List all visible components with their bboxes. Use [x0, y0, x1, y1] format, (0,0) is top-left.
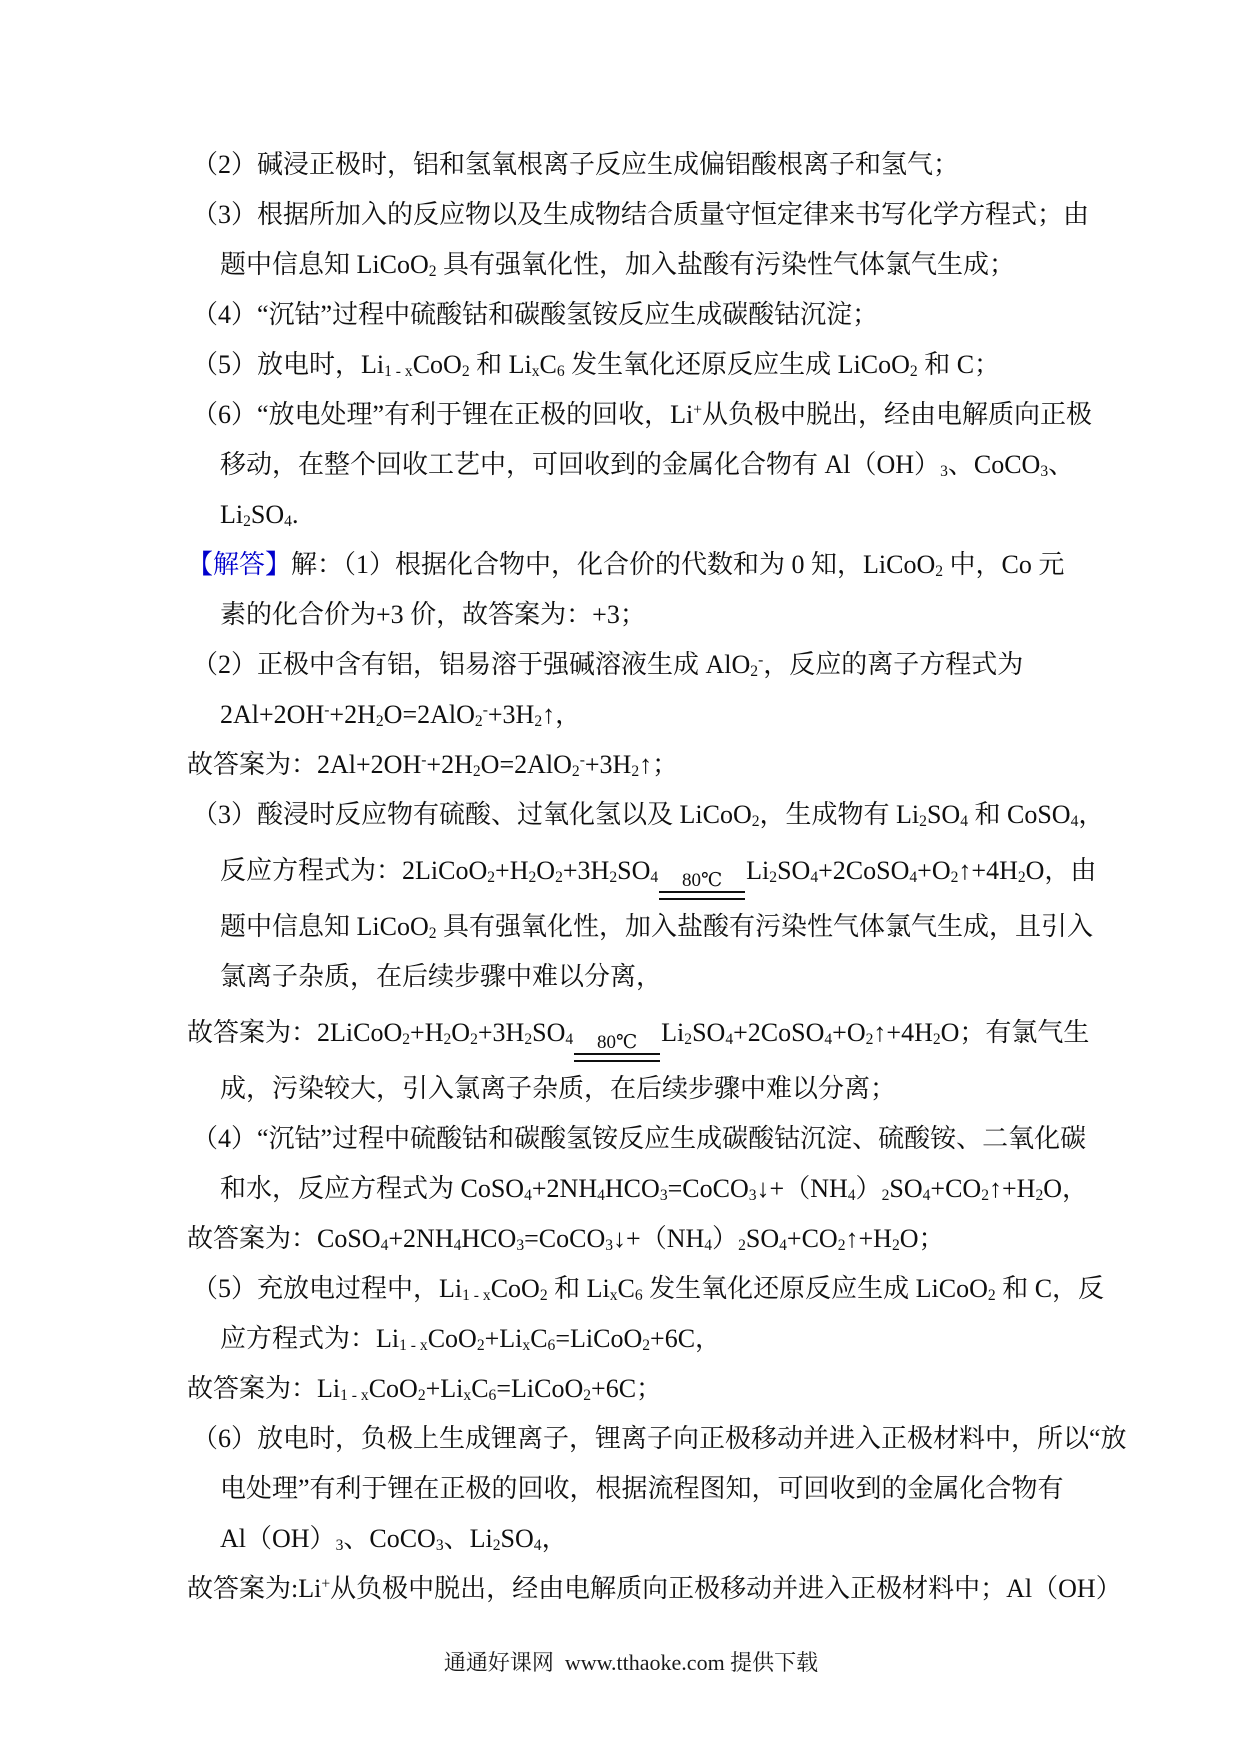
text-run: CoO [427, 1324, 477, 1353]
text-run: Al（OH） [220, 1524, 336, 1553]
footer-text: 通通好课网 www.tthaoke.com 提供下载 [443, 1650, 819, 1675]
text-run: O=2AlO [480, 750, 572, 779]
chemical-subscript: 4 [725, 1031, 734, 1049]
text-run: 发生氧化还原反应生成 LiCoO [642, 1274, 988, 1303]
text-run: 和 Li [547, 1274, 610, 1303]
text-run: （3）根据所加入的反应物以及生成物结合质量守恒定律来书写化学方程式；由 [192, 200, 1090, 229]
text-run: O [536, 856, 556, 885]
text-run: SO [745, 1224, 780, 1253]
text-run: +H [410, 1018, 444, 1047]
text-run: +6C； [591, 1374, 663, 1403]
chemical-subscript: 2 [555, 869, 563, 887]
text-run: =LiCoO [555, 1324, 643, 1353]
text-run: O， [1043, 1174, 1089, 1203]
text-line [187, 1414, 1127, 1464]
text-run: +6C， [650, 1324, 722, 1353]
text-run: CoO [490, 1274, 540, 1303]
text-run: （4）“沉钴”过程中硫酸钴和碳酸氢铵反应生成碳酸钴沉淀、硫酸铵、二氧化碳 [192, 1124, 1087, 1153]
text-run: Li [220, 500, 244, 529]
chemical-subscript: 2 [642, 1337, 651, 1355]
chemical-subscript: 4 [524, 1187, 532, 1205]
chemical-subscript: 4 [380, 1237, 389, 1255]
text-run: 、CoCO [947, 450, 1041, 479]
text-line [187, 1564, 1122, 1614]
chemical-subscript: 1 - x [384, 363, 413, 381]
text-run: ↑+H [845, 1224, 892, 1253]
text-run: ↑+4H [958, 856, 1018, 885]
chemical-subscript: 2 [571, 763, 580, 781]
chemical-subscript: x [463, 1387, 472, 1405]
chemical-subscript: 6 [547, 1337, 556, 1355]
text-run: （2）正极中含有铝，铝易溶于强碱溶液生成 AlO [192, 650, 751, 679]
chemical-subscript: 2 [865, 1031, 874, 1049]
text-run: Li [661, 1018, 685, 1047]
chemical-subscript: 2 [609, 869, 618, 887]
text-line [187, 952, 1117, 1002]
text-line [187, 790, 1117, 840]
chemical-subscript: 2 [375, 713, 384, 731]
chemical-subscript: 2 [470, 1031, 478, 1049]
text-run: C [530, 1324, 548, 1353]
chemical-subscript: 2 [891, 1237, 900, 1255]
chemical-subscript: 4 [810, 869, 819, 887]
text-run: 移动，在整个回收工艺中，可回收到的金属化合物有 Al（OH） [220, 450, 941, 479]
text-line [187, 1164, 1117, 1214]
text-run: HCO [604, 1174, 660, 1203]
reaction-condition-equals [574, 1033, 660, 1062]
chemical-subscript: 2 [472, 763, 481, 781]
page-footer [0, 1620, 1240, 1703]
chemical-subscript: 2 [1017, 869, 1026, 887]
text-run: +CO [930, 1174, 982, 1203]
text-run: CoO [412, 350, 462, 379]
chemical-superscript: - [758, 651, 764, 669]
text-run: =CoCO [667, 1174, 749, 1203]
chemical-subscript: 4 [284, 513, 292, 531]
text-run: 故答案为：CoSO [187, 1224, 381, 1253]
chemical-subscript: 2 [476, 1337, 485, 1355]
text-line [187, 1002, 1117, 1064]
chemical-subscript: x [531, 363, 540, 381]
chemical-subscript: 3 [1040, 463, 1049, 481]
chemical-subscript: 2 [243, 513, 251, 531]
chemical-subscript: 1 - x [340, 1387, 369, 1405]
chemical-subscript: 2 [461, 363, 470, 381]
chemical-subscript: 2 [428, 925, 437, 943]
text-line [187, 840, 1117, 902]
text-run: +2H [426, 750, 473, 779]
chemical-subscript: 3 [335, 1537, 344, 1555]
text-run: （3）酸浸时反应物有硫酸、过氧化氢以及 LiCoO [192, 800, 752, 829]
text-run: +3H [562, 856, 610, 885]
text-line [187, 340, 1117, 390]
chemical-subscript: 2 [1035, 1187, 1044, 1205]
chemical-subscript: 1 - x [399, 1337, 428, 1355]
text-run: （4）“沉钴”过程中硫酸钴和碳酸氢铵反应生成碳酸钴沉淀； [192, 300, 879, 329]
chemical-subscript: 2 [751, 813, 760, 831]
chemical-subscript: 3 [659, 1187, 668, 1205]
text-run: ↑+H [988, 1174, 1036, 1203]
reaction-condition-equals [659, 871, 745, 900]
chemical-subscript: 1 - x [462, 1287, 491, 1305]
text-line [187, 290, 1117, 340]
text-line [187, 490, 1117, 540]
text-run: 、Li [443, 1524, 493, 1553]
temperature-condition-label: 80℃ [597, 1032, 638, 1053]
text-run: 故答案为:Li [187, 1574, 322, 1603]
chemical-superscript: - [579, 751, 585, 769]
text-run: +3H [584, 750, 632, 779]
text-run: ↑+4H [873, 1018, 933, 1047]
chemical-subscript: 3 [940, 463, 948, 481]
text-run: （5）充放电过程中，Li [192, 1274, 463, 1303]
text-run: SO [926, 800, 961, 829]
text-run: 和 C； [917, 350, 1001, 379]
chemical-subscript: 4 [909, 869, 918, 887]
text-run: ↓+（NH [613, 1224, 705, 1253]
chemical-subscript: x [609, 1287, 618, 1305]
text-run: +3H [487, 700, 535, 729]
chemical-subscript: 4 [597, 1187, 605, 1205]
text-run: 和 C，反 [995, 1274, 1105, 1303]
chemical-subscript: 3 [605, 1237, 614, 1255]
text-run: 素的化合价为+3 价，故答案为：+3； [220, 600, 646, 629]
text-run: 从负极中脱出，经由电解质向正极 [701, 400, 1092, 429]
chemical-subscript: 2 [987, 1287, 996, 1305]
text-line [187, 590, 1117, 640]
text-run: =LiCoO [496, 1374, 584, 1403]
text-run: 成，污染较大，引入氯离子杂质，在后续步骤中难以分离； [220, 1074, 897, 1103]
chemical-subscript: 4 [960, 813, 968, 831]
text-run: ，反应的离子方程式为 [763, 650, 1024, 679]
chemical-subscript: 2 [769, 869, 778, 887]
chemical-subscript: 4 [824, 1031, 833, 1049]
chemical-subscript: 4 [453, 1237, 462, 1255]
text-line [187, 1214, 1117, 1264]
text-line [187, 1314, 1117, 1364]
chemical-subscript: 2 [837, 1237, 846, 1255]
text-line [187, 240, 1117, 290]
text-run: （5）放电时，Li [192, 350, 385, 379]
text-run: +CO [786, 1224, 838, 1253]
text-run: 氯离子杂质，在后续步骤中难以分离， [220, 962, 663, 991]
text-run: ，生成物有 Li [759, 800, 920, 829]
text-run: 反应方程式为：2LiCoO [220, 856, 488, 885]
chemical-subscript: 2 [909, 363, 918, 381]
chemical-superscript: - [421, 751, 427, 769]
chemical-subscript: 2 [417, 1387, 426, 1405]
text-run: 从负极中脱出，经由电解质向正极移动并进入正极材料中；Al（OH） [330, 1574, 1122, 1603]
text-line [187, 440, 1117, 490]
text-run: 题中信息知 LiCoO [220, 250, 429, 279]
chemical-superscript: + [321, 1575, 331, 1593]
text-run: +2CoSO [818, 856, 910, 885]
text-run: ↑； [639, 750, 679, 779]
text-run: O； [899, 1224, 945, 1253]
chemical-subscript: 3 [516, 1237, 525, 1255]
text-line [187, 190, 1117, 240]
text-run: 电处理”有利于锂在正极的回收，根据流程图知，可回收到的金属化合物有 [220, 1474, 1064, 1503]
text-run: SO [777, 856, 811, 885]
chemical-subscript: x [522, 1337, 531, 1355]
text-run: . [291, 500, 299, 529]
text-run: 具有强氧化性，加入盐酸有污染性气体氯气生成，且引入 [436, 912, 1094, 941]
text-run: +O [917, 856, 951, 885]
chemical-subscript: 2 [539, 1287, 548, 1305]
text-run: ， [541, 1524, 568, 1553]
chemical-subscript: 2 [402, 1031, 411, 1049]
double-equals-line [574, 1053, 660, 1062]
chemical-subscript: 2 [919, 813, 927, 831]
text-run: 、CoCO [343, 1524, 436, 1553]
text-run: +3H [477, 1018, 525, 1047]
text-run: SO [532, 1018, 566, 1047]
text-run: 、 [1048, 450, 1075, 479]
text-run: SO [889, 1174, 923, 1203]
chemical-superscript: - [482, 701, 488, 719]
text-run: 故答案为：Li [187, 1374, 341, 1403]
chemical-superscript: - [324, 701, 330, 719]
text-run: ， [1078, 800, 1105, 829]
text-run: ） [712, 1224, 739, 1253]
text-line [187, 690, 1117, 740]
chemical-subscript: 2 [881, 1187, 890, 1205]
text-run: 题中信息知 LiCoO [220, 912, 429, 941]
text-run: 应方程式为：Li [220, 1324, 400, 1353]
text-run: +2NH [388, 1224, 454, 1253]
text-run: 和 Li [469, 350, 532, 379]
text-run: +2H [329, 700, 376, 729]
chemical-subscript: 2 [443, 1031, 452, 1049]
chemical-subscript: 4 [779, 1237, 787, 1255]
text-run: O，由 [1025, 856, 1097, 885]
answer-section-label: 【解答】 [187, 550, 292, 579]
chemical-subscript: 6 [488, 1387, 497, 1405]
text-run: O；有氯气生 [940, 1018, 1090, 1047]
chemical-subscript: 4 [847, 1187, 856, 1205]
chemical-subscript: 2 [487, 869, 496, 887]
text-run: 故答案为：2Al+2OH [187, 750, 422, 779]
text-run: Li [746, 856, 770, 885]
chemical-subscript: 2 [738, 1237, 746, 1255]
chemical-subscript: 4 [533, 1537, 542, 1555]
chemical-superscript: + [693, 401, 702, 419]
text-run: +Li [484, 1324, 523, 1353]
text-run: 中，Co 元 [943, 550, 1065, 579]
text-run: ↑， [542, 700, 582, 729]
text-line [187, 390, 1117, 440]
text-run: +H [495, 856, 529, 885]
text-run: +2NH [531, 1174, 598, 1203]
text-line [187, 140, 1117, 190]
text-run: +Li [425, 1374, 464, 1403]
chemical-subscript: 2 [631, 763, 640, 781]
chemical-subscript: 2 [950, 869, 959, 887]
text-run: （6）放电时，负极上生成锂离子，锂离子向正极移动并进入正极材料中，所以“放 [192, 1424, 1127, 1453]
text-run: 故答案为：2LiCoO [187, 1018, 403, 1047]
text-run: （6）“放电处理”有利于锂在正极的回收，Li [192, 400, 694, 429]
text-line [187, 1364, 1117, 1414]
chemical-subscript: 2 [583, 1387, 592, 1405]
text-run: C [471, 1374, 489, 1403]
chemical-subscript: 2 [932, 1031, 941, 1049]
text-run: +O [832, 1018, 866, 1047]
text-line [187, 740, 1117, 790]
text-run: SO [617, 856, 651, 885]
text-run: CoO [368, 1374, 418, 1403]
text-run: C [617, 1274, 635, 1303]
text-line [187, 1064, 1117, 1114]
chemical-subscript: 3 [748, 1187, 757, 1205]
text-run: =CoCO [524, 1224, 606, 1253]
text-run: 和水，反应方程式为 CoSO [220, 1174, 525, 1203]
chemical-subscript: 2 [492, 1537, 501, 1555]
chemical-subscript: 2 [474, 713, 483, 731]
temperature-condition-label: 80℃ [682, 870, 723, 891]
text-line [187, 1464, 1117, 1514]
text-run: 解：（1）根据化合物中，化合价的代数和为 0 知，LiCoO [291, 550, 936, 579]
text-run: SO [692, 1018, 726, 1047]
text-run: SO [500, 1524, 534, 1553]
text-run: 2Al+2OH [220, 700, 325, 729]
text-run: ↓+（NH [756, 1174, 848, 1203]
text-run: ） [855, 1174, 882, 1203]
text-run: 和 CoSO [967, 800, 1071, 829]
chemical-subscript: 2 [524, 1031, 533, 1049]
text-run: O [451, 1018, 471, 1047]
chemical-subscript: 4 [704, 1237, 713, 1255]
text-line [187, 540, 1117, 590]
text-run: （2）碱浸正极时，铝和氢氧根离子反应生成偏铝酸根离子和氢气； [192, 150, 960, 179]
chemical-subscript: 2 [684, 1031, 693, 1049]
text-line [187, 1264, 1117, 1314]
chemical-subscript: 6 [556, 363, 565, 381]
document-lines [187, 140, 1127, 1614]
chemical-subscript: 2 [935, 563, 944, 581]
chemical-subscript: 2 [981, 1187, 989, 1205]
chemical-subscript: 3 [435, 1537, 444, 1555]
chemical-subscript: 6 [634, 1287, 643, 1305]
chemical-subscript: 2 [428, 263, 437, 281]
text-run: C [539, 350, 557, 379]
chemical-subscript: 4 [922, 1187, 931, 1205]
text-run: SO [250, 500, 285, 529]
text-run: 具有强氧化性，加入盐酸有污染性气体氯气生成； [436, 250, 1016, 279]
chemical-subscript: 2 [750, 663, 759, 681]
text-line [187, 1514, 1117, 1564]
chemical-subscript: 4 [565, 1031, 574, 1049]
chemical-subscript: 4 [650, 869, 659, 887]
text-run: HCO [461, 1224, 517, 1253]
text-run: O=2AlO [383, 700, 475, 729]
text-run: 发生氧化还原反应生成 LiCoO [564, 350, 910, 379]
chemical-subscript: 2 [528, 869, 537, 887]
chemical-subscript: 2 [534, 713, 543, 731]
text-line [187, 902, 1117, 952]
text-run: +2CoSO [733, 1018, 825, 1047]
text-line [187, 640, 1117, 690]
chemical-subscript: 4 [1070, 813, 1079, 831]
text-line [187, 1114, 1117, 1164]
double-equals-line [659, 891, 745, 900]
